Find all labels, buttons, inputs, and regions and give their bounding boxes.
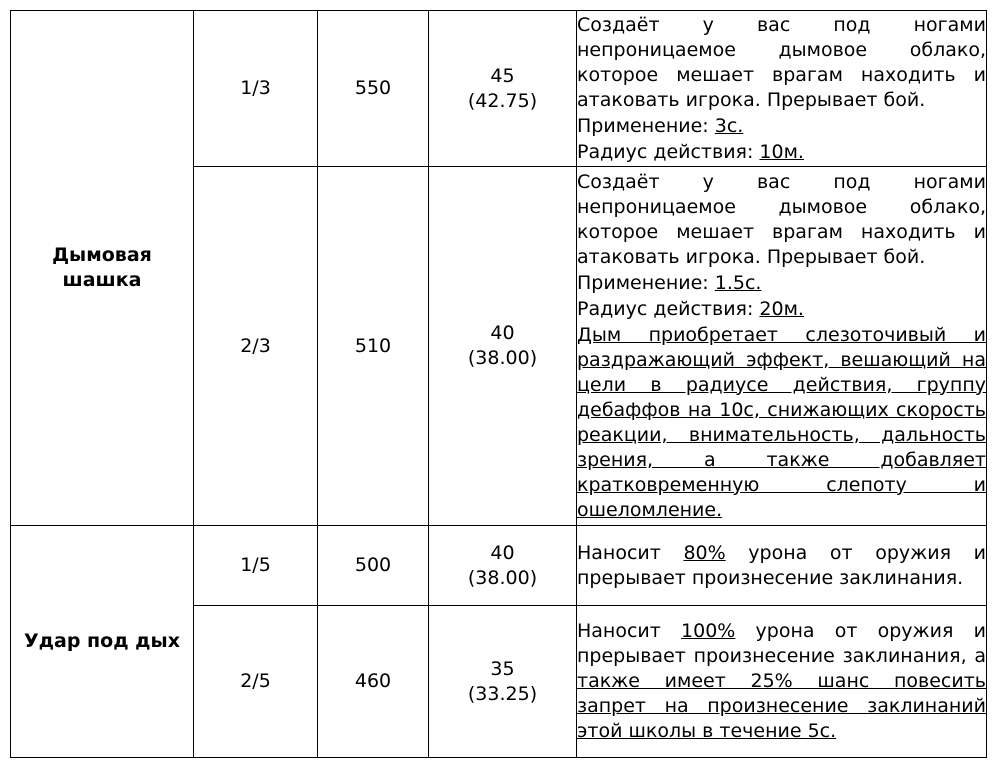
rank-cell: 2/5 bbox=[194, 606, 318, 758]
description-extra: Дым приобретает слезоточивый и раздражающий эффект, вешающий на цели в радиусе действия, группу дебаффов на 10с, снижающих скорость реакции, внимательность, дальность зрения, а также добавляет кратковременную слепоту и ошеломление. bbox=[577, 323, 986, 521]
value-sub: (38.00) bbox=[467, 566, 538, 589]
description-radius bbox=[577, 297, 986, 322]
radius-label: Радиус действия: bbox=[577, 140, 760, 163]
radius-value: 10м. bbox=[759, 140, 804, 163]
description-text: Создаёт у вас под ногами непроницаемое дымовое облако, которое мешает врагам находить и атаковать игрока. Прерывает бой. bbox=[577, 13, 986, 111]
skills-table bbox=[10, 10, 987, 758]
table-row bbox=[11, 11, 987, 167]
rank-cell: 2/3 bbox=[194, 167, 318, 526]
description-apply bbox=[577, 271, 986, 296]
description-cell bbox=[577, 526, 987, 606]
value-sub: (42.75) bbox=[467, 89, 538, 112]
value-sub: (38.00) bbox=[467, 347, 538, 369]
skill-name: Удар под дых bbox=[11, 526, 194, 758]
apply-value: 3с. bbox=[714, 114, 744, 137]
table-row bbox=[11, 526, 987, 606]
description-mid: урона от оружия и прерывает произнесение заклинания, а bbox=[577, 620, 986, 667]
description-cell bbox=[577, 606, 987, 758]
apply-label: Применение: bbox=[577, 271, 715, 294]
apply-value: 1.5с. bbox=[714, 271, 762, 294]
skill-name: Дымовая шашка bbox=[11, 11, 194, 526]
description-pre: Наносит bbox=[577, 541, 684, 564]
cost-cell: 550 bbox=[318, 11, 429, 167]
value-cell bbox=[429, 606, 577, 758]
rank-cell: 1/5 bbox=[194, 526, 318, 606]
description-cell bbox=[577, 167, 987, 526]
description-cell bbox=[577, 11, 987, 167]
value-main: 40 bbox=[490, 322, 515, 344]
cost-cell: 460 bbox=[318, 606, 429, 758]
radius-label: Радиус действия: bbox=[577, 297, 760, 320]
description-apply bbox=[577, 114, 986, 139]
cost-cell: 500 bbox=[318, 526, 429, 606]
value-main: 35 bbox=[490, 657, 515, 680]
description-radius bbox=[577, 140, 986, 165]
apply-label: Применение: bbox=[577, 114, 715, 137]
radius-value: 20м. bbox=[759, 297, 804, 320]
description-pre: Наносит bbox=[577, 620, 682, 642]
description-post: урона от оружия и прерывает произнесение заклинания. bbox=[577, 541, 986, 589]
cost-cell: 510 bbox=[318, 167, 429, 526]
value-main: 40 bbox=[490, 541, 515, 564]
value-cell bbox=[429, 526, 577, 606]
value-cell bbox=[429, 167, 577, 526]
value-sub: (33.25) bbox=[467, 682, 538, 705]
rank-cell: 1/3 bbox=[194, 11, 318, 167]
description-text: Создаёт у вас под ногами непроницаемое дымовое облако, которое мешает врагам находить и атаковать игрока. Прерывает бой. bbox=[577, 170, 986, 268]
description-percent: 100% bbox=[681, 620, 736, 642]
value-cell bbox=[429, 11, 577, 167]
description-percent: 80% bbox=[683, 541, 726, 564]
value-main: 45 bbox=[490, 64, 515, 87]
description-extra: также имеет 25% шанс повесить запрет на произнесение заклинаний этой школы в течение 5с. bbox=[577, 670, 986, 742]
